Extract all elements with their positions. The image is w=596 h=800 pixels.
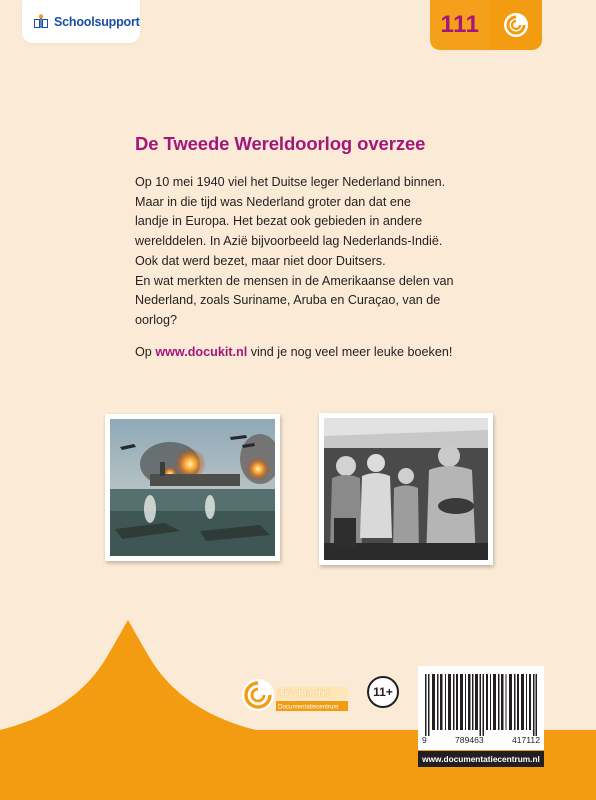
promo-prefix: Op <box>135 345 156 359</box>
barcode <box>418 666 544 750</box>
blurb-line: Ook dat werd bezet, maar niet door Duitsers. <box>135 253 386 268</box>
barcode-number <box>422 735 540 745</box>
blurb-line: Nederland, zoals Suriname, Aruba en Curaçao, van de <box>135 293 441 308</box>
blurb-text <box>135 173 485 331</box>
pearl-harbor-attack-photo <box>110 419 275 556</box>
book-title: De Tweede Wereldoorlog overzee <box>135 133 426 154</box>
barcode-group-1: 789463 <box>455 735 484 745</box>
brand-name: Schoolsupport <box>54 14 140 29</box>
website-url[interactable]: www.documentatiecentrum.nl <box>418 751 544 767</box>
info-label: INFORMATIE <box>278 688 331 698</box>
barcode-first-digit: 9 <box>422 735 427 745</box>
book-logo-icon <box>32 13 50 31</box>
blurb-line: Op 10 mei 1940 viel het Duitse leger Nederland binnen. <box>135 175 446 189</box>
barcode-bars <box>425 674 537 736</box>
pearl-harbor-photo <box>105 414 280 561</box>
swirl-logo-icon <box>490 0 542 50</box>
series-number: 111 <box>430 0 490 50</box>
docukit-link[interactable]: www.docukit.nl <box>155 345 248 359</box>
informatie-logo <box>240 675 352 719</box>
series-number-tab <box>430 0 542 50</box>
families-in-war-photo <box>324 418 488 560</box>
blurb-line: landje in Europa. Het bezat ook gebieden in andere <box>135 214 423 229</box>
promo-suffix: vind je nog veel meer leuke boeken! <box>247 345 453 359</box>
schoolsupport-logo <box>22 0 140 43</box>
blurb-line: En wat merkten de mensen in de Amerikaanse delen van <box>135 273 454 288</box>
info-sublabel: Documentatiecentrum <box>278 703 339 711</box>
age-badge: 11+ <box>367 676 399 708</box>
blurb-line: werelddelen. In Azië bijvoorbeeld lag Nederlands-Indië. <box>135 234 443 249</box>
promo-line <box>135 345 452 359</box>
family-photo <box>319 413 493 565</box>
blurb-line: oorlog? <box>135 312 178 327</box>
blurb-line: Maar in die tijd was Nederland groter dan dat ene <box>135 194 411 209</box>
barcode-group-2: 417112 <box>511 735 540 745</box>
